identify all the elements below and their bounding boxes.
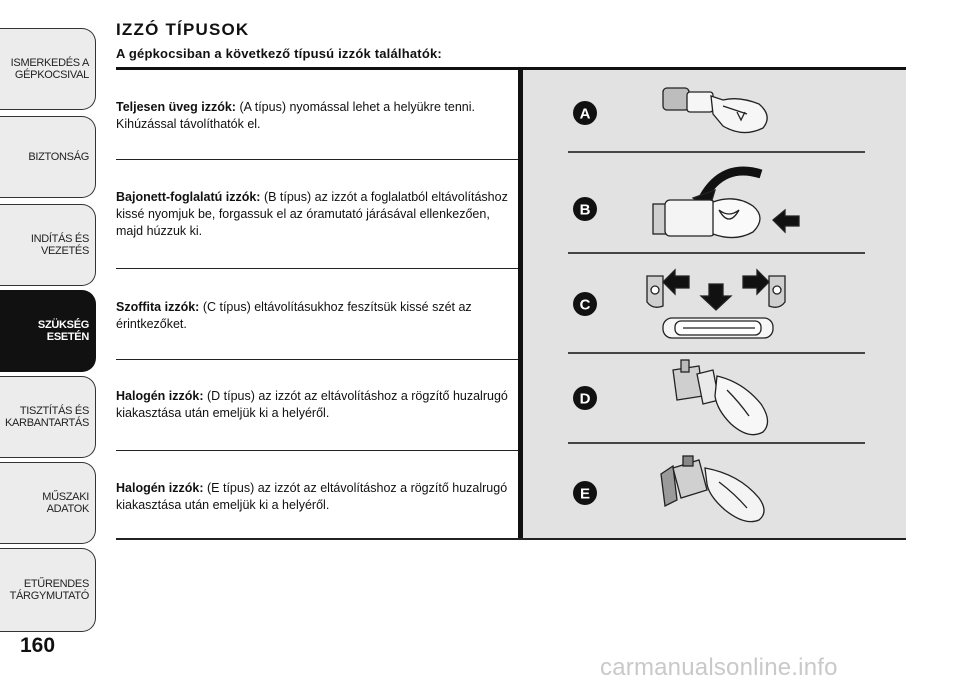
badge-letter: D	[579, 390, 591, 408]
entry-text: (E típus) az izzót az eltávolításhoz a rögzítő huzalrugó kiakasztása után emeljük ki a helyéről.	[116, 481, 508, 512]
entry-type-e	[116, 480, 518, 514]
entry-type-b	[116, 189, 518, 240]
page-number: 160	[20, 634, 56, 657]
entry-type-a	[116, 99, 518, 133]
table-bottom-rule	[116, 538, 906, 540]
watermark-text: carmanualsonline.info	[600, 654, 838, 681]
tab-label: INDÍTÁS ÉS VEZETÉS	[30, 233, 89, 257]
label-badge-d	[573, 386, 597, 410]
tab-biztonsag[interactable]	[0, 116, 96, 198]
tab-muszaki-adatok[interactable]	[0, 462, 96, 544]
entry-term: Halogén izzók:	[116, 389, 204, 403]
entry-divider	[116, 159, 518, 160]
badge-letter: C	[579, 296, 591, 314]
illustration-canvas	[523, 70, 906, 538]
entry-divider	[116, 359, 518, 360]
entry-type-c	[116, 299, 518, 333]
festoon-bulb-icon	[647, 270, 785, 338]
chapter-tabs	[0, 0, 100, 686]
label-badge-a	[573, 101, 597, 125]
label-badge-e	[573, 481, 597, 505]
badge-letter: B	[579, 201, 591, 219]
entry-text: (D típus) az izzót az eltávolításhoz a rögzítő huzalrugó kiakasztása után emeljük ki a helyéről.	[116, 389, 508, 420]
bayonet-bulb-icon	[653, 171, 799, 238]
bulb-illustrations	[523, 70, 906, 538]
badge-letter: A	[579, 105, 591, 123]
entry-term: Bajonett-foglalatú izzók:	[116, 190, 261, 204]
halogen-h4-bulb-icon	[673, 360, 768, 435]
tab-label: BIZTONSÁG	[28, 151, 89, 163]
tab-szukseg-eseten[interactable]	[0, 290, 96, 372]
label-badge-b	[573, 197, 597, 221]
tab-label: TISZTÍTÁS ÉS KARBANTARTÁS	[4, 405, 89, 429]
entry-text: (C típus) eltávolításukhoz feszítsük kissé szét az érintkezőket.	[116, 300, 472, 331]
badge-letter: E	[579, 485, 591, 503]
entry-term: Szoffita izzók:	[116, 300, 200, 314]
entry-term: Teljesen üveg izzók:	[116, 100, 236, 114]
entry-divider	[116, 268, 518, 269]
tab-tisztitas[interactable]	[0, 376, 96, 458]
halogen-h7-bulb-icon	[661, 456, 764, 522]
entry-text: (B típus) az izzót a foglalatból eltávolításhoz kissé nyomjuk be, forgassuk el az óramutató járásával ellenkezően, majd húzzuk ki.	[116, 190, 508, 238]
tab-label: ETŰRENDES TÁRGYMUTATÓ	[9, 578, 89, 602]
entry-type-d	[116, 388, 518, 422]
entry-text: (A típus) nyomással lehet a helyükre tenni. Kihúzással távolíthatók el.	[116, 100, 475, 131]
label-badge-c	[573, 292, 597, 316]
page-subtitle: A gépkocsiban a következő típusú izzók találhatók:	[116, 46, 442, 61]
tab-label: MŰSZAKI ADATOK	[42, 491, 89, 515]
entry-divider	[116, 450, 518, 451]
tab-inditas[interactable]	[0, 204, 96, 286]
entry-term: Halogén izzók:	[116, 481, 204, 495]
tab-label: SZÜKSÉG ESETÉN	[37, 319, 89, 343]
tab-ismerkedes[interactable]	[0, 28, 96, 110]
tab-label: ISMERKEDÉS A GÉPKOCSIVAL	[10, 57, 89, 81]
tab-targymutato[interactable]	[0, 548, 96, 632]
page-title: IZZÓ TÍPUSOK	[116, 20, 250, 39]
wedge-bulb-icon	[663, 88, 767, 133]
